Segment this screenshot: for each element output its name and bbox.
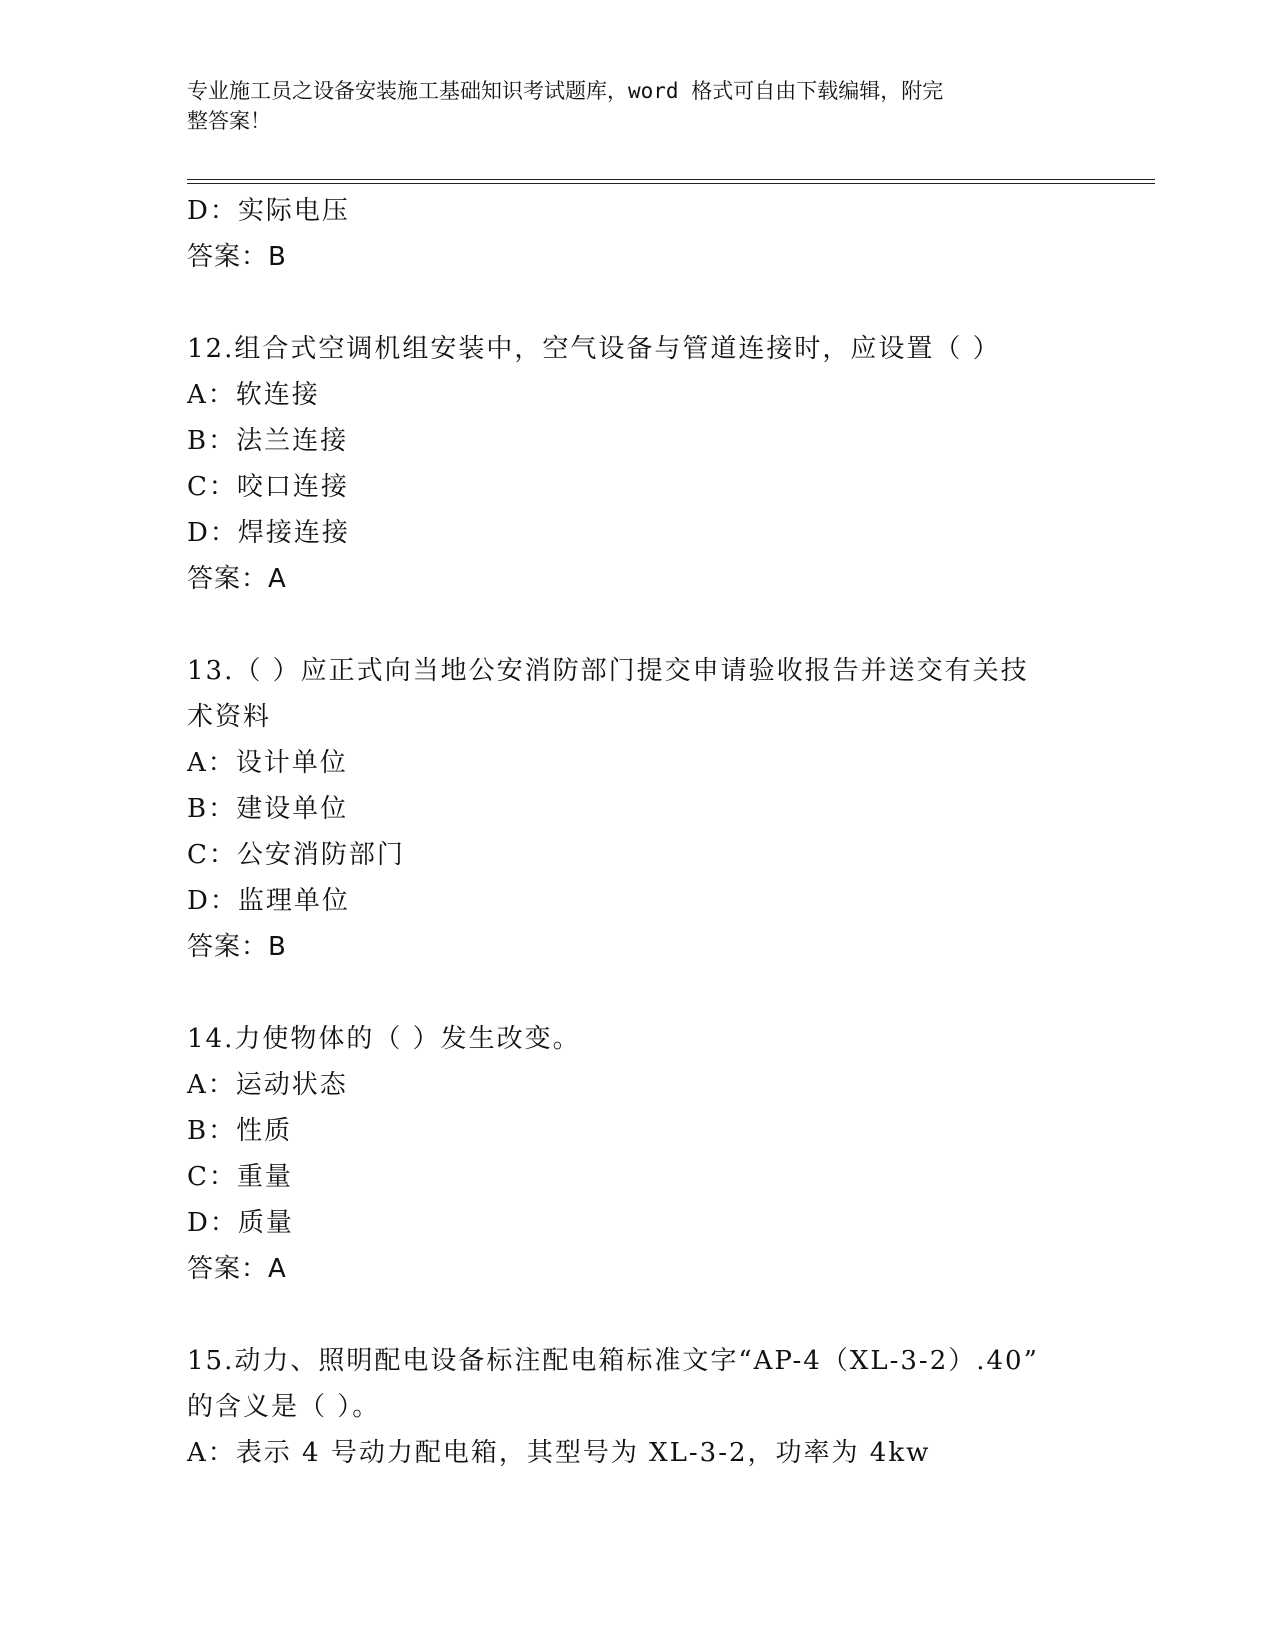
option-c: C：重量 <box>187 1162 293 1192</box>
question-content <box>187 188 1155 1476</box>
question-text: 15.动力、照明配电设备标注配电箱标准文字“AP-4（XL-3-2）.40” <box>187 1346 1039 1376</box>
option-b: B：建设单位 <box>187 794 349 824</box>
option-b: B：性质 <box>187 1116 293 1146</box>
option-d: D：监理单位 <box>187 886 350 916</box>
option-d: D：质量 <box>187 1208 294 1238</box>
option-a: A：软连接 <box>187 380 320 410</box>
option-c: C：咬口连接 <box>187 472 349 502</box>
option-a: A：设计单位 <box>187 748 348 778</box>
question-text-continued: 的含义是（ ）。 <box>187 1392 381 1422</box>
option-a: A：表示 4 号动力配电箱，其型号为 XL-3-2，功率为 4kw <box>187 1438 931 1468</box>
option-c: C：公安消防部门 <box>187 840 405 870</box>
answer-line: 答案：B <box>187 242 287 272</box>
question-text-continued: 术资料 <box>187 702 272 732</box>
option-a: A：运动状态 <box>187 1070 348 1100</box>
question-text: 13.（ ）应正式向当地公安消防部门提交申请验收报告并送交有关技 <box>187 656 1029 686</box>
document-header: 专业施工员之设备安装施工基础知识考试题库，word 格式可自由下载编辑，附完 整答案！ <box>187 79 944 133</box>
answer-line: 答案：A <box>187 1254 287 1284</box>
question-15 <box>187 1338 1155 1476</box>
option-b: B：法兰连接 <box>187 426 349 456</box>
question-14 <box>187 1016 1155 1292</box>
question-13 <box>187 648 1155 970</box>
question-text: 12.组合式空调机组安装中，空气设备与管道连接时，应设置（ ） <box>187 334 1001 364</box>
answer-line: 答案：A <box>187 564 287 594</box>
header-divider-bottom <box>187 183 1155 184</box>
option-d: D：实际电压 <box>187 196 350 226</box>
option-d: D：焊接连接 <box>187 518 350 548</box>
header-divider-top <box>187 179 1155 180</box>
question-text: 14.力使物体的（ ）发生改变。 <box>187 1024 581 1054</box>
answer-line: 答案：B <box>187 932 287 962</box>
question-12 <box>187 326 1155 602</box>
